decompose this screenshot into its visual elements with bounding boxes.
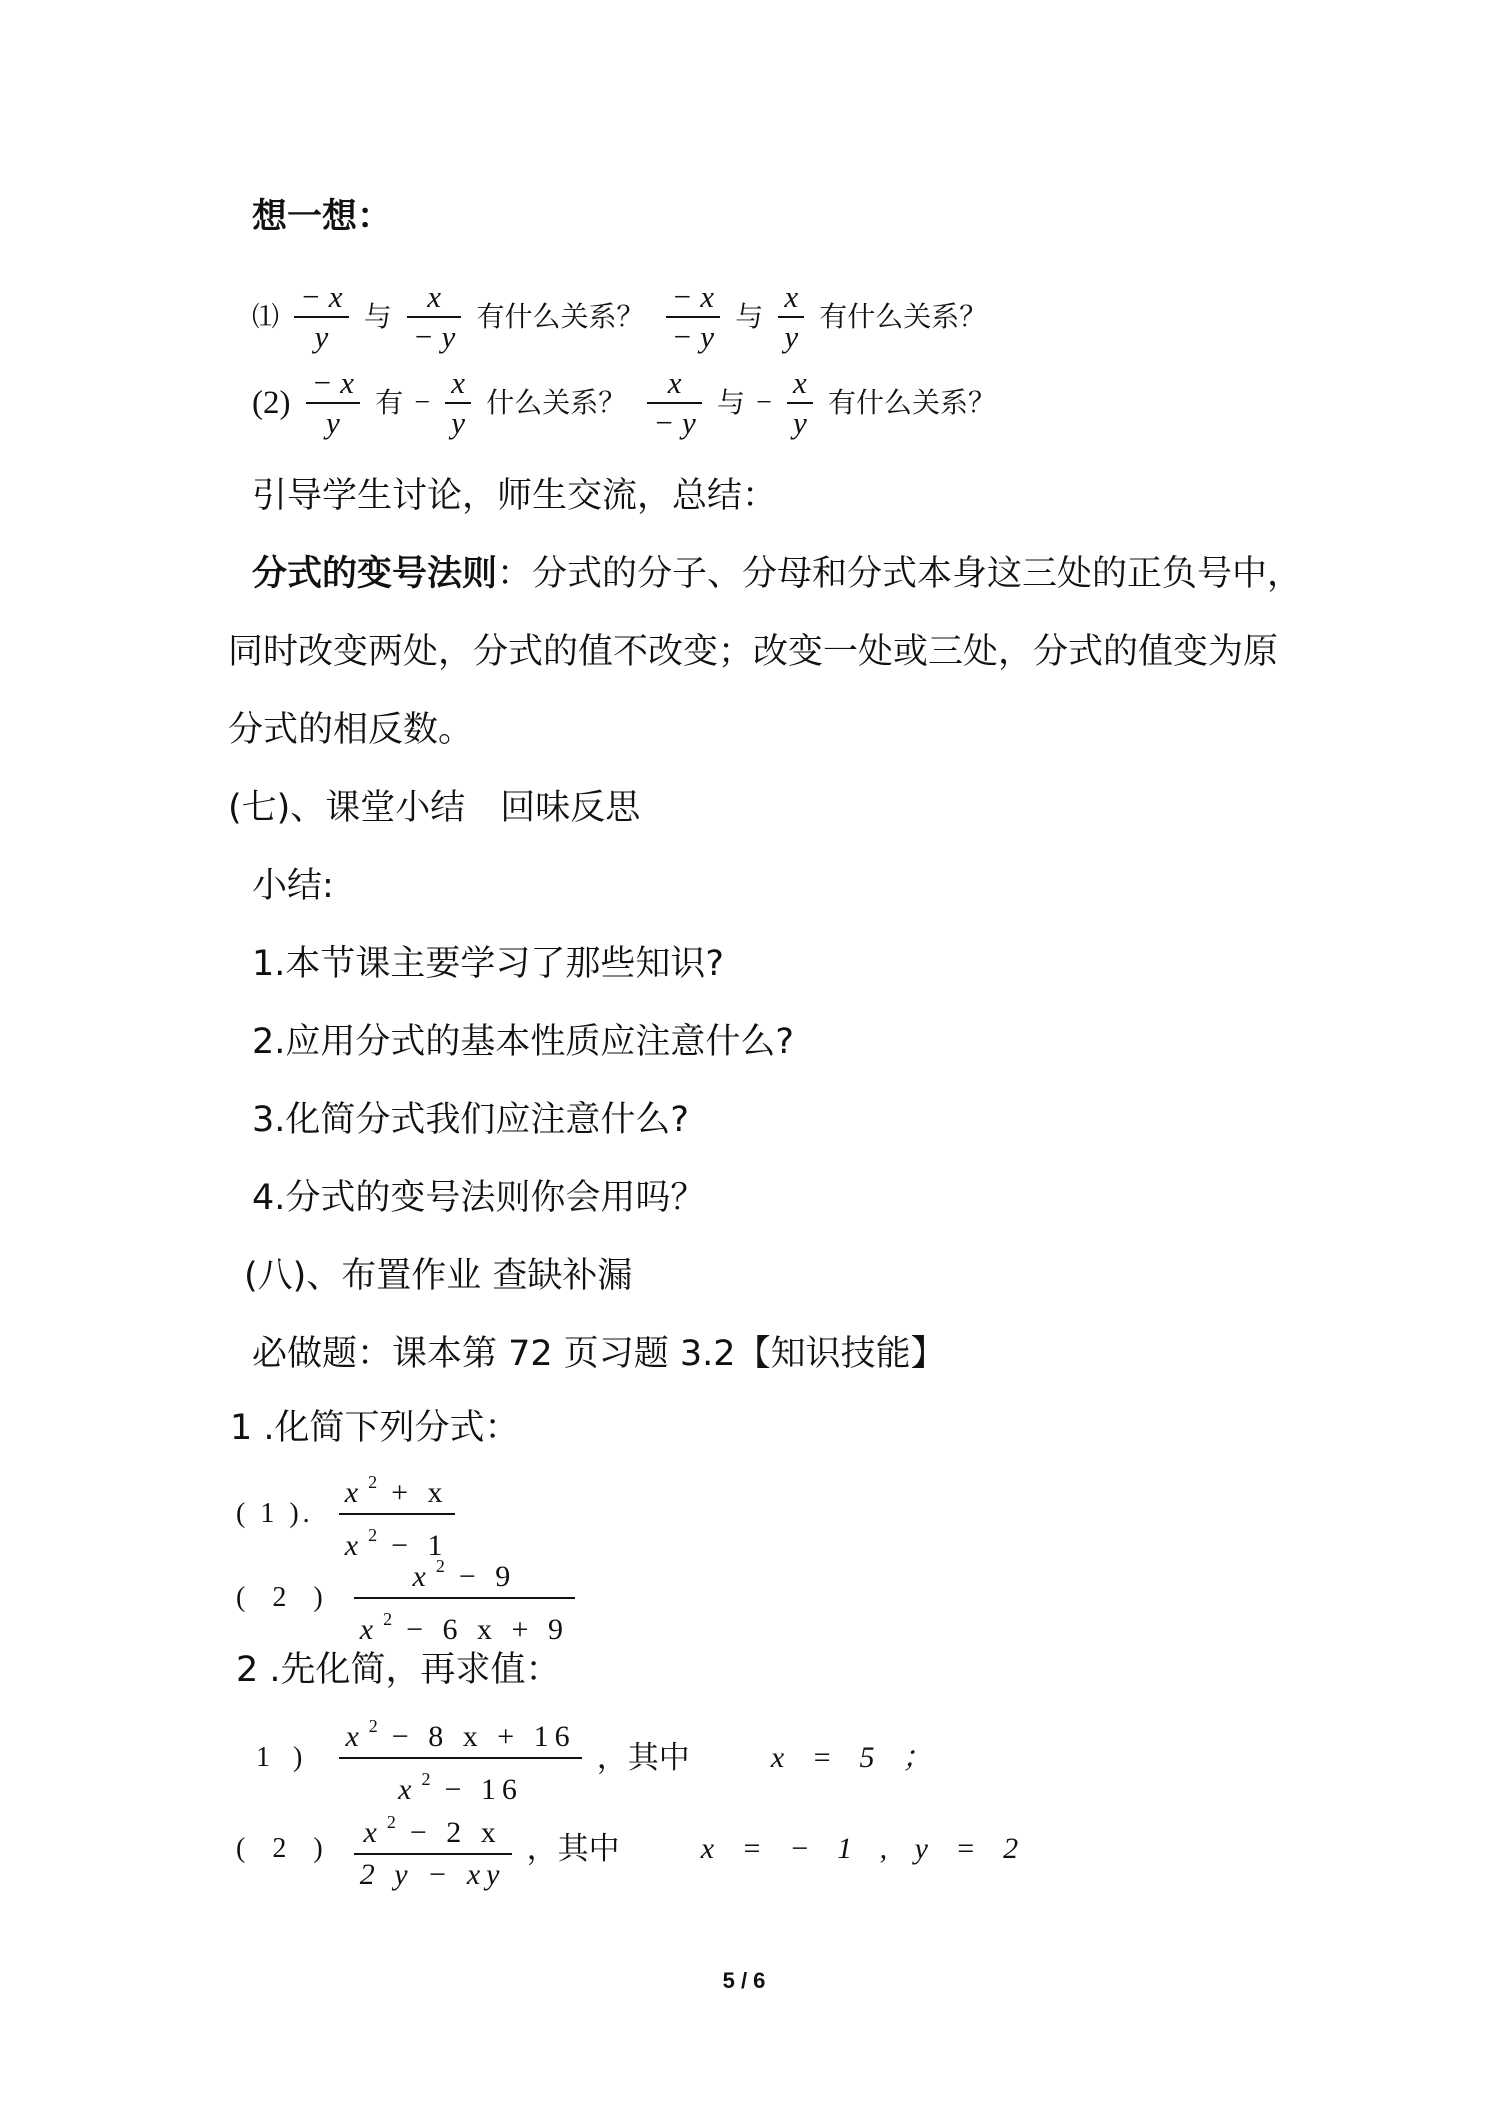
question-2: (2) $\frac{- x}{y}$ 有 − $\frac{x}{y}$ 什么关系？ $\frac{x}{- y}$ 与 − $\frac{x}{y}$ 有什么关系？ (252, 365, 996, 440)
summary-label: 小结: (252, 866, 334, 906)
fraction: $\frac{x}{y}$ (778, 278, 804, 356)
rule-line-2: 同时改变两处，分式的值不改变；改变一处或三处，分式的值变为原 (228, 632, 1279, 672)
fraction: $\frac{x}{y}$ (787, 364, 813, 442)
fraction: $\frac{- x}{- y}$ (666, 278, 720, 356)
fraction: $\frac{- x}{y}$ (306, 364, 360, 442)
fraction: $\frac{x ^2 - 9}{x ^2 - 6 x + 9}$ (354, 1546, 575, 1650)
fraction: $\frac{x ^2 + x}{x ^2 - 1}$ (339, 1462, 455, 1566)
section-heading-8: (八)、布置作业 查缺补漏 (244, 1256, 633, 1296)
exercise-2-part-2: ( 2 ) $\frac{x ^2 - 2 x}{2 y - xy}$ ，其中 x = − 1 , y = 2 (236, 1802, 1028, 1895)
exercise-1-title: 1 .化简下列分式： (230, 1408, 520, 1448)
section-heading-7: (七)、课堂小结 回味反思 (228, 788, 641, 828)
fraction: $\frac{x}{- y}$ (407, 278, 461, 356)
exercise-1-part-2: ( 2 ) $\frac{x ^2 - 9}{x ^2 - 6 x + 9}$ (236, 1546, 579, 1650)
summary-item: 1.本节课主要学习了那些知识? (252, 944, 724, 984)
homework-text: 必做题：课本第 72 页习题 3.2【知识技能】 (252, 1334, 946, 1374)
question-2-number: (2) (252, 385, 291, 421)
exercise-2-title: 2 .先化简，再求值： (236, 1650, 561, 1690)
summary-item: 4.分式的变号法则你会用吗？ (252, 1178, 706, 1218)
page-number: 5 / 6 (722, 1968, 766, 1993)
rule-term: 分式的变号法则 (252, 554, 498, 594)
exercise-2-part-1: 1 ) $\frac{x ^2 - 8 x + 16}{x ^2 - 16}$ ，其中 x = 5 ； (256, 1706, 942, 1810)
question-1: ⑴ $\frac{- x}{y}$ 与 $\frac{x}{- y}$ 有什么关系？ $\frac{- x}{- y}$ 与 $\frac{x}{y}$ 有什么关系？ (252, 279, 988, 354)
rule-line-1: 分式的变号法则：分式的分子、分母和分式本身这三处的正负号中， (252, 554, 1303, 594)
think-title: 想一想： (252, 197, 393, 237)
condition: x = 5 ； (770, 1741, 942, 1774)
rule-line-3: 分式的相反数。 (228, 710, 474, 750)
fraction: $\frac{x}{- y}$ (647, 364, 701, 442)
question-1-number: ⑴ (252, 302, 279, 332)
discussion-text: 引导学生讨论，师生交流，总结： (252, 476, 778, 516)
fraction: $\frac{x}{y}$ (445, 364, 471, 442)
fraction: $\frac{- x}{y}$ (294, 278, 348, 356)
fraction: $\frac{x ^2 - 8 x + 16}{x ^2 - 16}$ (339, 1706, 581, 1810)
condition: x = − 1 , y = 2 (700, 1831, 1029, 1865)
exercise-1-part-1: ( 1 ). $\frac{x ^2 + x}{x ^2 - 1}$ (236, 1462, 459, 1566)
summary-item: 3.化简分式我们应注意什么? (252, 1100, 689, 1140)
fraction: $\frac{x ^2 - 2 x}{2 y - xy}$ (354, 1802, 512, 1895)
summary-item: 2.应用分式的基本性质应注意什么? (252, 1022, 794, 1062)
